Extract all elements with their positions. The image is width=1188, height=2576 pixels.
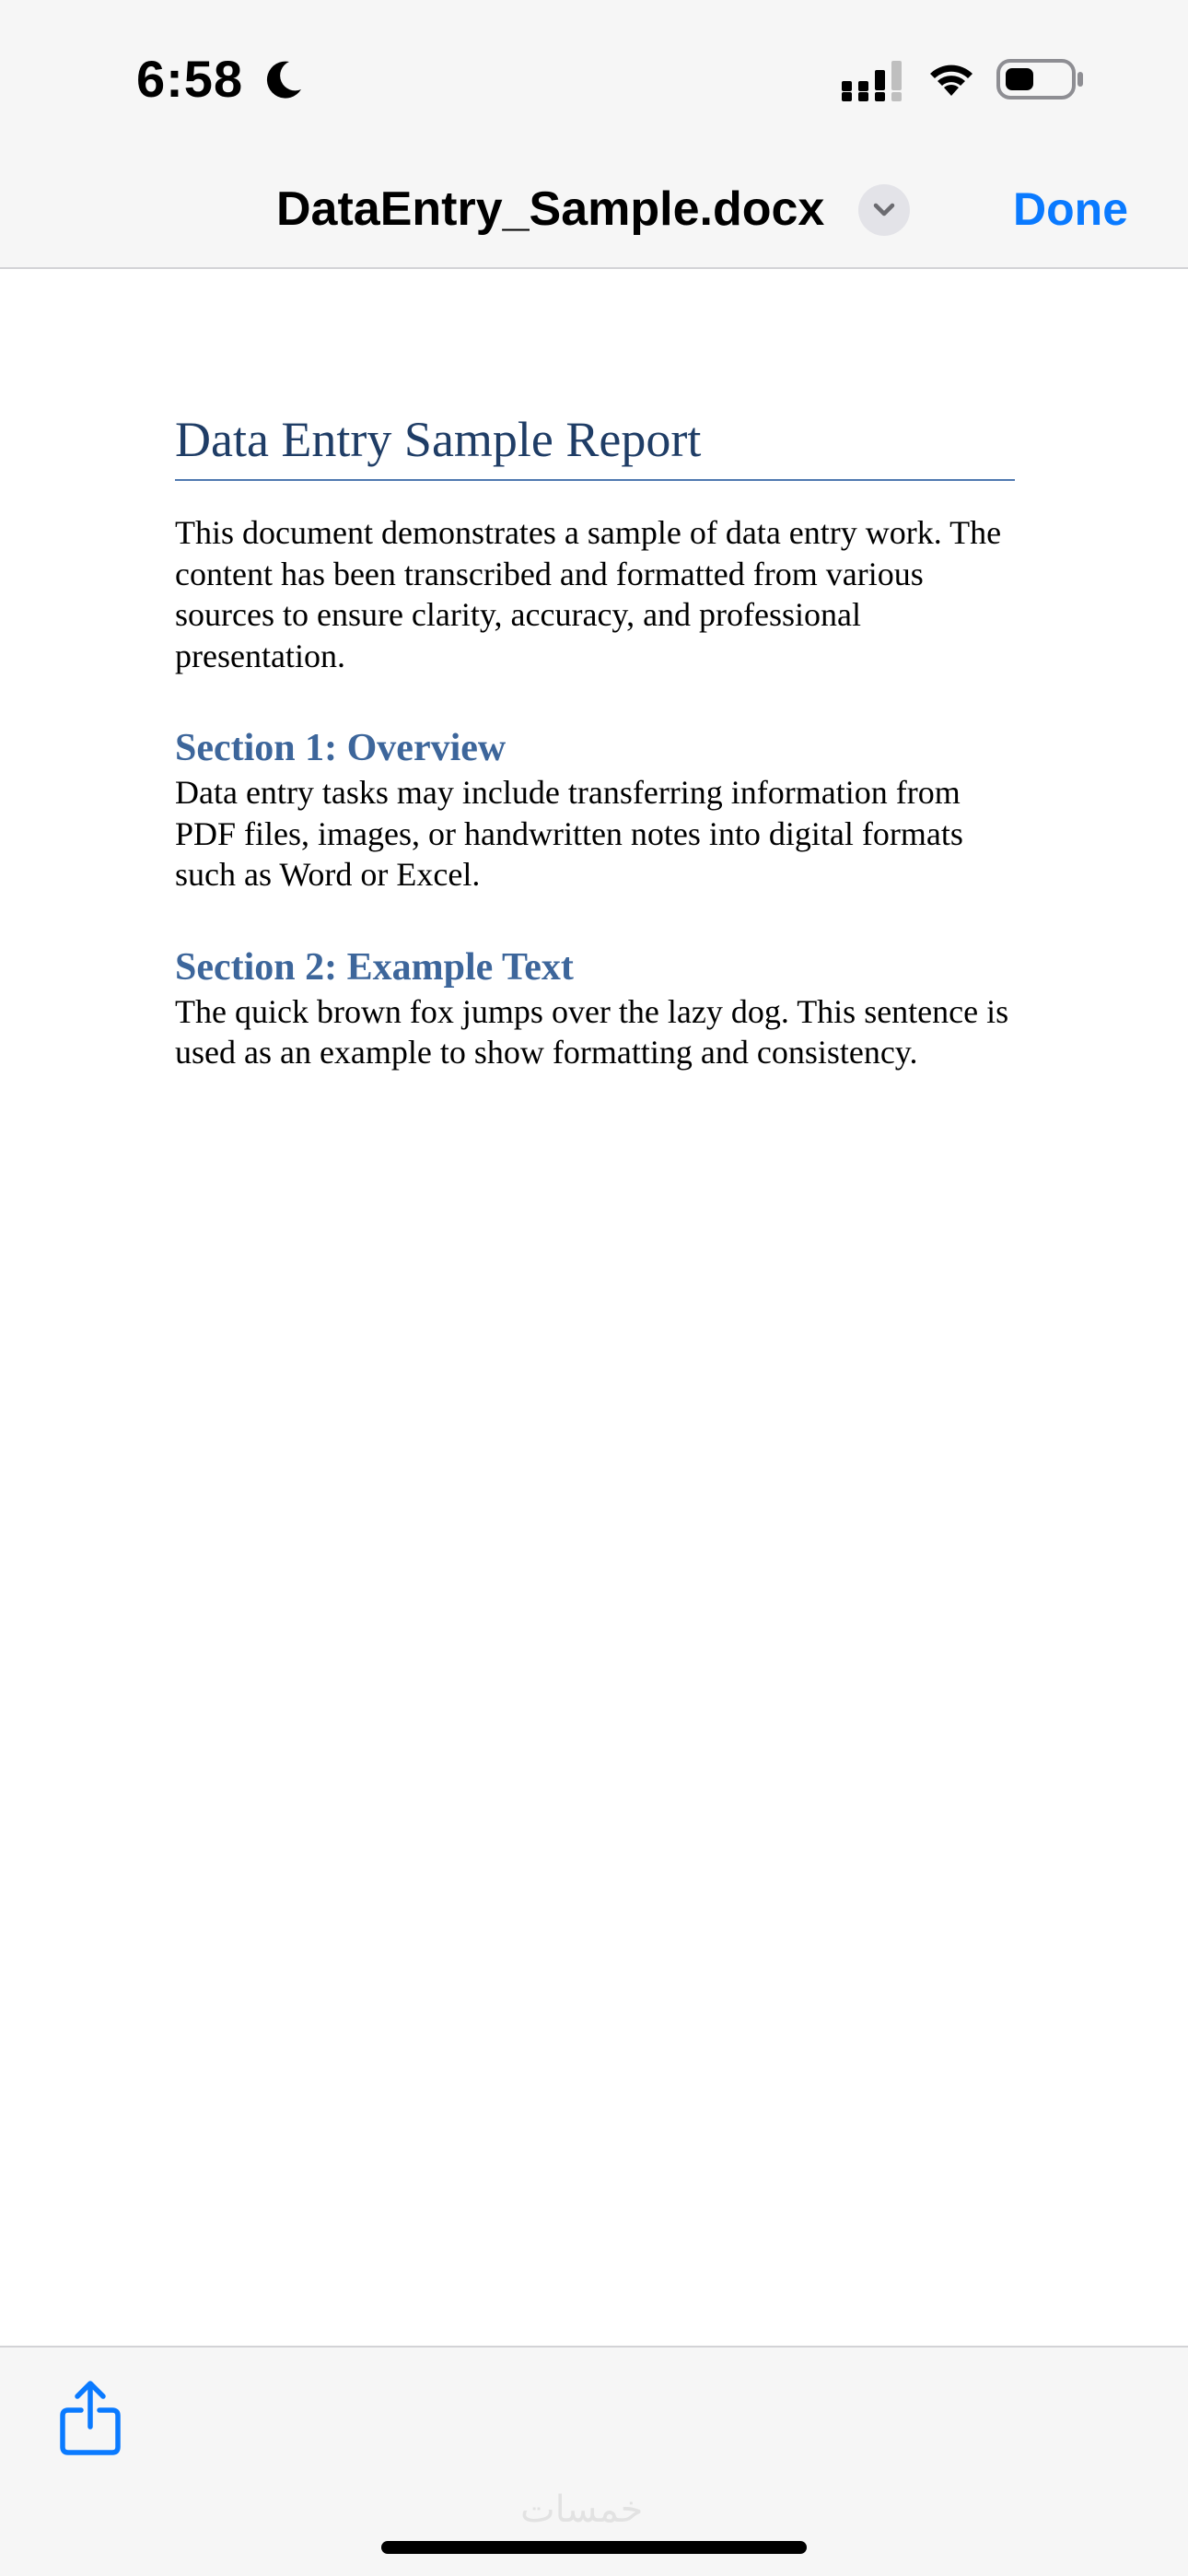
home-indicator [381, 2541, 807, 2554]
section-heading-overview: Section 1: Overview [175, 727, 507, 769]
status-time: 6:58 [136, 50, 244, 108]
document-heading: Data Entry Sample Report [175, 405, 1015, 481]
wifi-icon [925, 59, 978, 100]
section-body-overview: Data entry tasks may include transferring information from PDF files, images, or handwritten notes into digital formats such as Word or Excel. [175, 774, 963, 893]
share-icon[interactable] [57, 2379, 123, 2456]
battery-icon [996, 57, 1085, 101]
document-page [175, 405, 1015, 1073]
section-heading-example-text: Section 2: Example Text [175, 945, 574, 989]
document-title: DataEntry_Sample.docx [276, 182, 825, 236]
section-body-example-text: The quick brown fox jumps over the lazy dog. This sentence is used as an example to show formatting and consistency. [175, 992, 1009, 1071]
cellular-signal-icon [842, 61, 904, 101]
moon-icon [262, 59, 304, 101]
watermark: خمسات [520, 2488, 644, 2531]
done-button[interactable]: Done [1013, 183, 1128, 235]
intro-paragraph: This document demonstrates a sample of data entry work. The content has been transcribed and formatted from various sources to ensure clarity, accuracy, and professional presentation. [175, 514, 1002, 674]
chevron-down-icon [871, 199, 897, 221]
title-menu-button[interactable] [858, 184, 910, 236]
